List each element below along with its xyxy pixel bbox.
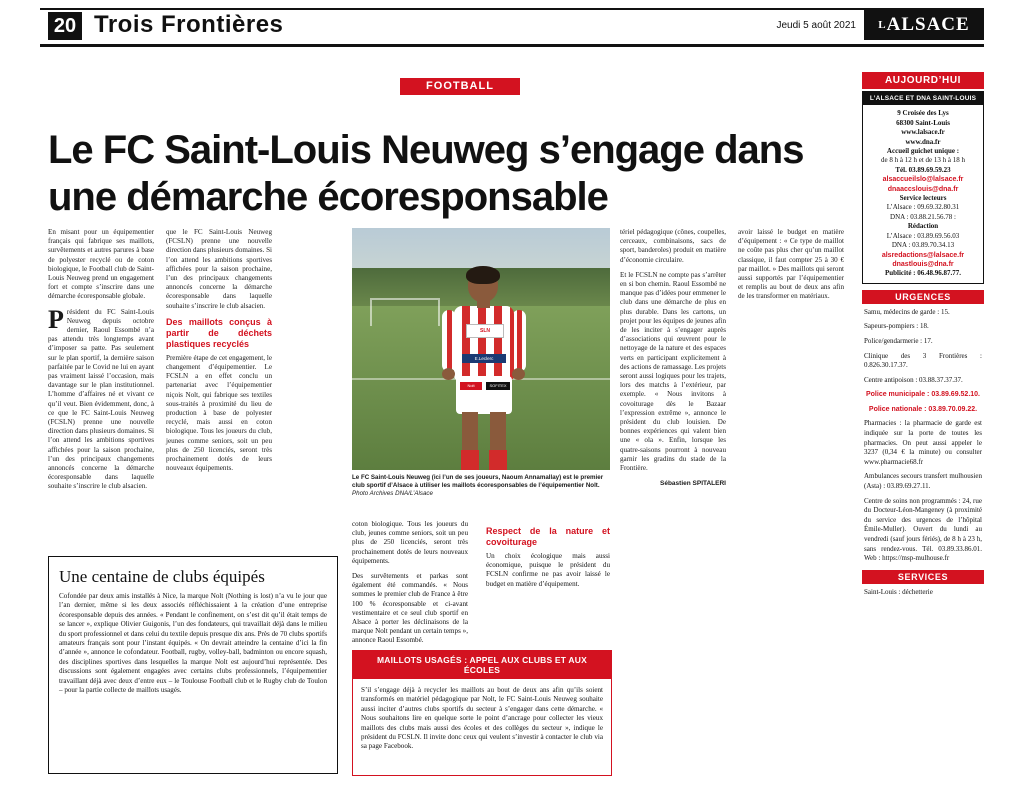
jersey-sponsor: E.Leclerc [462, 354, 506, 363]
article-column-2 [166, 228, 272, 479]
rail-email-dna[interactable]: dnaaccslouis@dna.fr [887, 185, 959, 193]
rail-email-lalsace[interactable]: alsaccueilslo@lalsace.fr [882, 176, 964, 184]
player-sock-left [461, 450, 479, 470]
shorts-logo-left: Nolt [460, 382, 482, 390]
article-body-1-text: résident du FC Saint-Louis Neuweg depuis octobre dernier, Raoul Essombé n’a pas attendu très longtemps avant d’imposer sa patte. Pas seulement sur le plan sportif, la dernière saison parfaitée par le Covid ne lui en ayant pas vraiment laissé l’occasion, mais davantage sur le plan institutionnel. L’homme d’affaires né et vivant ce qu’il veut. Bien évidemment, donc, à ce que le FC Saint-Louis Neuweg (FCSLN) prenne une nouvelle direction dans plusieurs domaines. Si l’on attend les ambitions sportives affichées pour la saison prochaine, l’un des principaux changements annoncés concerne la démarche écoresponsable dans laquelle souhaite s’inscrire le club alsacien. [48, 307, 154, 491]
page-number: 20 [48, 12, 82, 40]
publication-date: Jeudi 5 août 2021 [776, 20, 856, 31]
rail-redaction-alsace: L’Alsace : 03.89.69.56.03 [886, 231, 960, 240]
rail-publicite-value: 06.48.96.87.77. [917, 269, 962, 278]
article-body-1 [48, 304, 154, 492]
sidebar-article-paragraph: Cofondée par deux amis installés à Nice, la marque Nolt (Nothing is lost) n’a vu le jour que l’an dernier, même si les deux associés réfléchissaient à la création d’une entreprise écoresponsable depuis des années. « Pendant le confinement, on s’est dit qu’il était temps de se lancer », explique Olivier Guigonis, l’un des fondateurs, qui travaillait déjà dans le milieu du sport professionnel et dans celui du textile depuis presque dix ans. Près de 70 clubs sportifs amateurs français sont pour l’instant équipés. « On devrait atteindre la centaine d’ici la fin d’année », annonce le cofondateur. Football, rugby, volley-ball, badminton ou encore squash, des disciplines sportives dans lesquelles la marque Nolt est aujourd’hui représentée. Des discussions sont également engagées avec certains clubs professionnels, l’équipementier travaillant déjà avec deux d’entre eux – le Toulouse Football club et le Rugby club de Toulon – pour la partie collecte de maillots usagés. [59, 592, 327, 695]
rail-urgence-item: Centre antipoison : 03.88.37.37.37. [864, 375, 963, 384]
article-column-4 [738, 228, 844, 308]
masthead-rule-top [40, 8, 984, 10]
rail-centre-soins-text: Centre de soins non programmés : 24, rue du Docteur-Léon-Mangeney (à proximité du service des urgences de l’hôpital Émile-Muller). Ouvert du lundi au vendredi (sauf jours fériés), de 8 h à 23 h, sans rendez-vous. Tél. 03.89.33.86.01. Web : https://msp-mulhouse.fr [864, 496, 982, 563]
photo-goal [370, 298, 440, 326]
section-title: Trois Frontières [94, 11, 284, 38]
article-column-mid-1 [352, 520, 468, 652]
article-subhead-1: Des maillots conçus à partir de déchets plastiques recyclés [166, 316, 272, 349]
newspaper-logo [864, 10, 984, 40]
rail-redaction-email-1[interactable]: alsredactions@lalsace.fr [881, 251, 965, 259]
rail-section-services [862, 570, 984, 598]
article-column-mid-2 [486, 520, 610, 595]
player-sock-right [489, 450, 507, 470]
rail-phone-main [868, 166, 978, 175]
rail-service-alsace: L’Alsace : 09.69.32.80.31 [886, 203, 960, 212]
logo-main: ALSACE [886, 14, 970, 35]
rail-contact-heading: L’ALSACE ET DNA SAINT-LOUIS [863, 92, 983, 105]
rail-services-title: SERVICES [862, 570, 984, 584]
rail-section-urgences [862, 290, 984, 564]
article-chapo: En misant pour un équipementier français qui fabrique ses maillots, survêtements et autres parures à base de polyester recyclé ou de coton biologique, le Football club de Saint-Louis Neuweg prend un engagement fort et compte s’inscrire dans une démarche écoresponsable globale. [48, 228, 154, 301]
rail-urgence-item: Police/gendarmerie : 17. [864, 336, 933, 345]
rail-services-body [862, 584, 984, 598]
rail-urgence-item-police-nationale: Police nationale : 03.89.70.09.22. [868, 405, 978, 413]
player-arm-right [512, 310, 526, 372]
rail-services-text: Saint-Louis : déchetterie [864, 587, 933, 596]
rail-guichet-title: Accueil guichet unique : [886, 147, 960, 156]
article-body-7: tériel pédagogique (cônes, coupelles, cerceaux, combinaisons, sacs de sport, banderoles) produit en matière d’économie circulaire. [620, 228, 726, 264]
rail-urgences-body [862, 304, 984, 564]
rail-urgence-item: Sapeurs-pompiers : 18. [864, 322, 929, 331]
photo-credit: Photo Archives DNA/L’Alsace [352, 490, 433, 497]
rail-redaction-title: Rédaction [907, 222, 939, 231]
rail-redaction-email-2[interactable]: dnastlouis@dna.fr [892, 260, 954, 268]
rail-publicite-label: Publicité : [884, 269, 916, 278]
photo-player [438, 268, 530, 470]
sidebar-article-title: Une centaine de clubs équipés [59, 567, 265, 586]
article-body-8: Et le FCSLN ne compte pas s’arrêter en si bon chemin. Raoul Essombé ne manque pas d’idées pour emmener le club dans une démarche de plus en plus durable. Dans les cartons, un projet pour les équipes de jeunes afin de les inciter à s’engager auprès d’associations qui œuvrent pour le nettoyage de la nature et des espaces verts en participant explicitement à des actions de ramassage. Les projets seront aussi logiques pour les trajets, lors des matchs à l’extérieur, par exemple. « Nous invitons à covoiturage dès le Bazaar l’expression extrême », annonce le président du club louisien. De bonnes expériences qui valent bien une « ola ». Enfin, lorsque les quatre-saisons pourront à nouveau garnir les gradins du stade de la Frontière. [620, 270, 726, 473]
photo-caption [352, 474, 610, 498]
article-subhead-2: Respect de la nature et covoiturage [486, 526, 610, 547]
rubric-tag-football: FOOTBALL [400, 78, 520, 95]
rail-address-line-1: 9 Croisée des Lys [897, 109, 949, 118]
player-jersey [454, 306, 514, 380]
player-hand-right [512, 368, 525, 380]
callout-maillots-usages [352, 650, 612, 776]
player-hair [466, 266, 500, 284]
article-body-4: coton biologique. Tous les joueurs du club, jeunes comme seniors, soit un peu plus de 250 licenciés, seront très prochainement dotés de leurs nouveaux équipements. [352, 520, 468, 565]
rail-pharmacies-text: Pharmacies : la pharmacie de garde est indiquée sur la porte de toutes les pharmacies. On peut aussi appeler le 3237 (0,34 € la minute) ou consulter www.pharmacie68.fr [864, 419, 982, 466]
callout-heading: MAILLOTS USAGÉS : APPEL AUX CLUBS ET AUX ÉCOLES [353, 651, 611, 679]
masthead-rule-bottom [40, 44, 984, 47]
rail-ambulances-text: Ambulances secours transfert mulhousien (Asta) : 03.89.69.27.11. [864, 472, 982, 491]
article-body-2: que le FC Saint-Louis Neuweg (FCSLN) prenne une nouvelle direction dans plusieurs domaines. Si l’on attend les ambitions sportives affichées pour la saison prochaine, l’un des principaux changements annoncés concerne la démarche écoresponsable dans laquelle souhaite s’inscrire le club alsacien. [166, 228, 272, 310]
article-photo [352, 228, 610, 470]
article-body-3: Première étape de cet engagement, le changement d’équipementier. Le FCSLN a en effet conclu un partenariat avec l’équipementier niçois Nolt, qui fabrique ses textiles sous-traités à proximité du lieu de production à base de polyester recyclé, mais aussi en coton biologique. Tous les joueurs du club, jeunes comme seniors, soit un peu plus de 250 licenciés, seront très prochainement dotés de leurs nouveaux équipements. [166, 353, 272, 473]
drop-cap: P [48, 304, 64, 334]
rail-phone-label: Tél. [895, 165, 907, 174]
rail-service-dna: DNA : 03.88.21.56.78 : [890, 212, 956, 221]
player-hand-left [442, 368, 455, 380]
page-title: Le FC Saint-Louis Neuweg s’engage dans une démarche écoresponsable [48, 127, 804, 219]
logo-prefix: L [878, 19, 887, 31]
rail-guichet-hours: de 8 h à 12 h et de 13 h à 18 h [881, 156, 965, 165]
shorts-logo-right: SOFITEX [486, 382, 510, 390]
rail-contact-box [862, 91, 984, 284]
article-column-1 [48, 228, 154, 498]
rail-urgence-item-police-municipale: Police municipale : 03.89.69.52.10. [865, 391, 980, 399]
right-rail [862, 72, 984, 602]
masthead [0, 0, 1024, 46]
rail-urgences-title: URGENCES [862, 290, 984, 304]
rail-title-aujourdhui: AUJOURD’HUI [862, 72, 984, 89]
rail-website-lalsace[interactable]: www.lalsace.fr [901, 128, 945, 137]
rail-address-line-2: 68300 Saint-Louis [896, 118, 950, 127]
callout-body: S’il s’engage déjà à recycler les maillots au bout de deux ans afin qu’ils soient transformés en matériel pédagogique par Nolt, le FC Saint-Louis Neuweg souhaite aussi inciter d’autres clubs sportifs du secteur à s’engager dans cette démarche. « Nous souhaitons lire en quelque sorte le point d’ancrage pour collecter les vieux maillots des clubs mais aussi des écoles et des collèges du secteur », indique le président du FCSLN. Il invite donc ceux qui veulent s’investir à contacter le club via sa page Facebook. [361, 686, 603, 751]
rail-service-lecteurs-title: Service lecteurs [899, 194, 947, 203]
sidebar-article-clubs [48, 556, 338, 774]
rail-redaction-dna: DNA : 03.89.70.34.13 [891, 241, 955, 250]
article-body-9: avoir laissé le budget en matière d’équipement : « Ce type de maillot ne coûte pas plus cher qu’un maillot classique, il faut compter 25 à 30 € par maillot. » Des maillots qui seront aussi supportés par l’équipementier et remplis au bout de deux ans afin de les transformer en matériaux. [738, 228, 844, 301]
article-column-3 [620, 228, 726, 488]
rail-phone-value: 03.89.69.59.23 [908, 165, 951, 174]
rail-publicite [868, 269, 978, 278]
jersey-club-crest: SLN [466, 324, 504, 338]
rail-urgence-item: Clinique des 3 Frontières : 0.826.30.17.37. [864, 351, 982, 370]
rail-website-dna[interactable]: www.dna.fr [905, 137, 941, 146]
article-body-6: Un choix écologique mais aussi économique, puisque le président du FCSLN confirme ne pas avoir laissé le budget en matière d’équipement. [486, 552, 610, 588]
article-body-5: Des survêtements et parkas sont également été commandés. « Nous sommes le premier club de France à être 100 % écoresponsable et ci-avant vestimentaire et ce seul club sportif en Alsace à porter les déclinaisons de la marque Nolt pendant un certain temps », annonce Raoul Essombé. [352, 572, 468, 645]
rail-urgence-item: Samu, médecins de garde : 15. [864, 307, 950, 316]
sidebar-article-body [49, 592, 337, 709]
article-byline: Sébastien SPITALERI [660, 480, 726, 488]
photo-caption-text: Le FC Saint-Louis Neuweg (ici l’un de ses joueurs, Naoum Annamallay) est le premier club sportif d’Alsace à utiliser les maillots écoresponsables de l’équipementier Nolt. [352, 474, 604, 489]
